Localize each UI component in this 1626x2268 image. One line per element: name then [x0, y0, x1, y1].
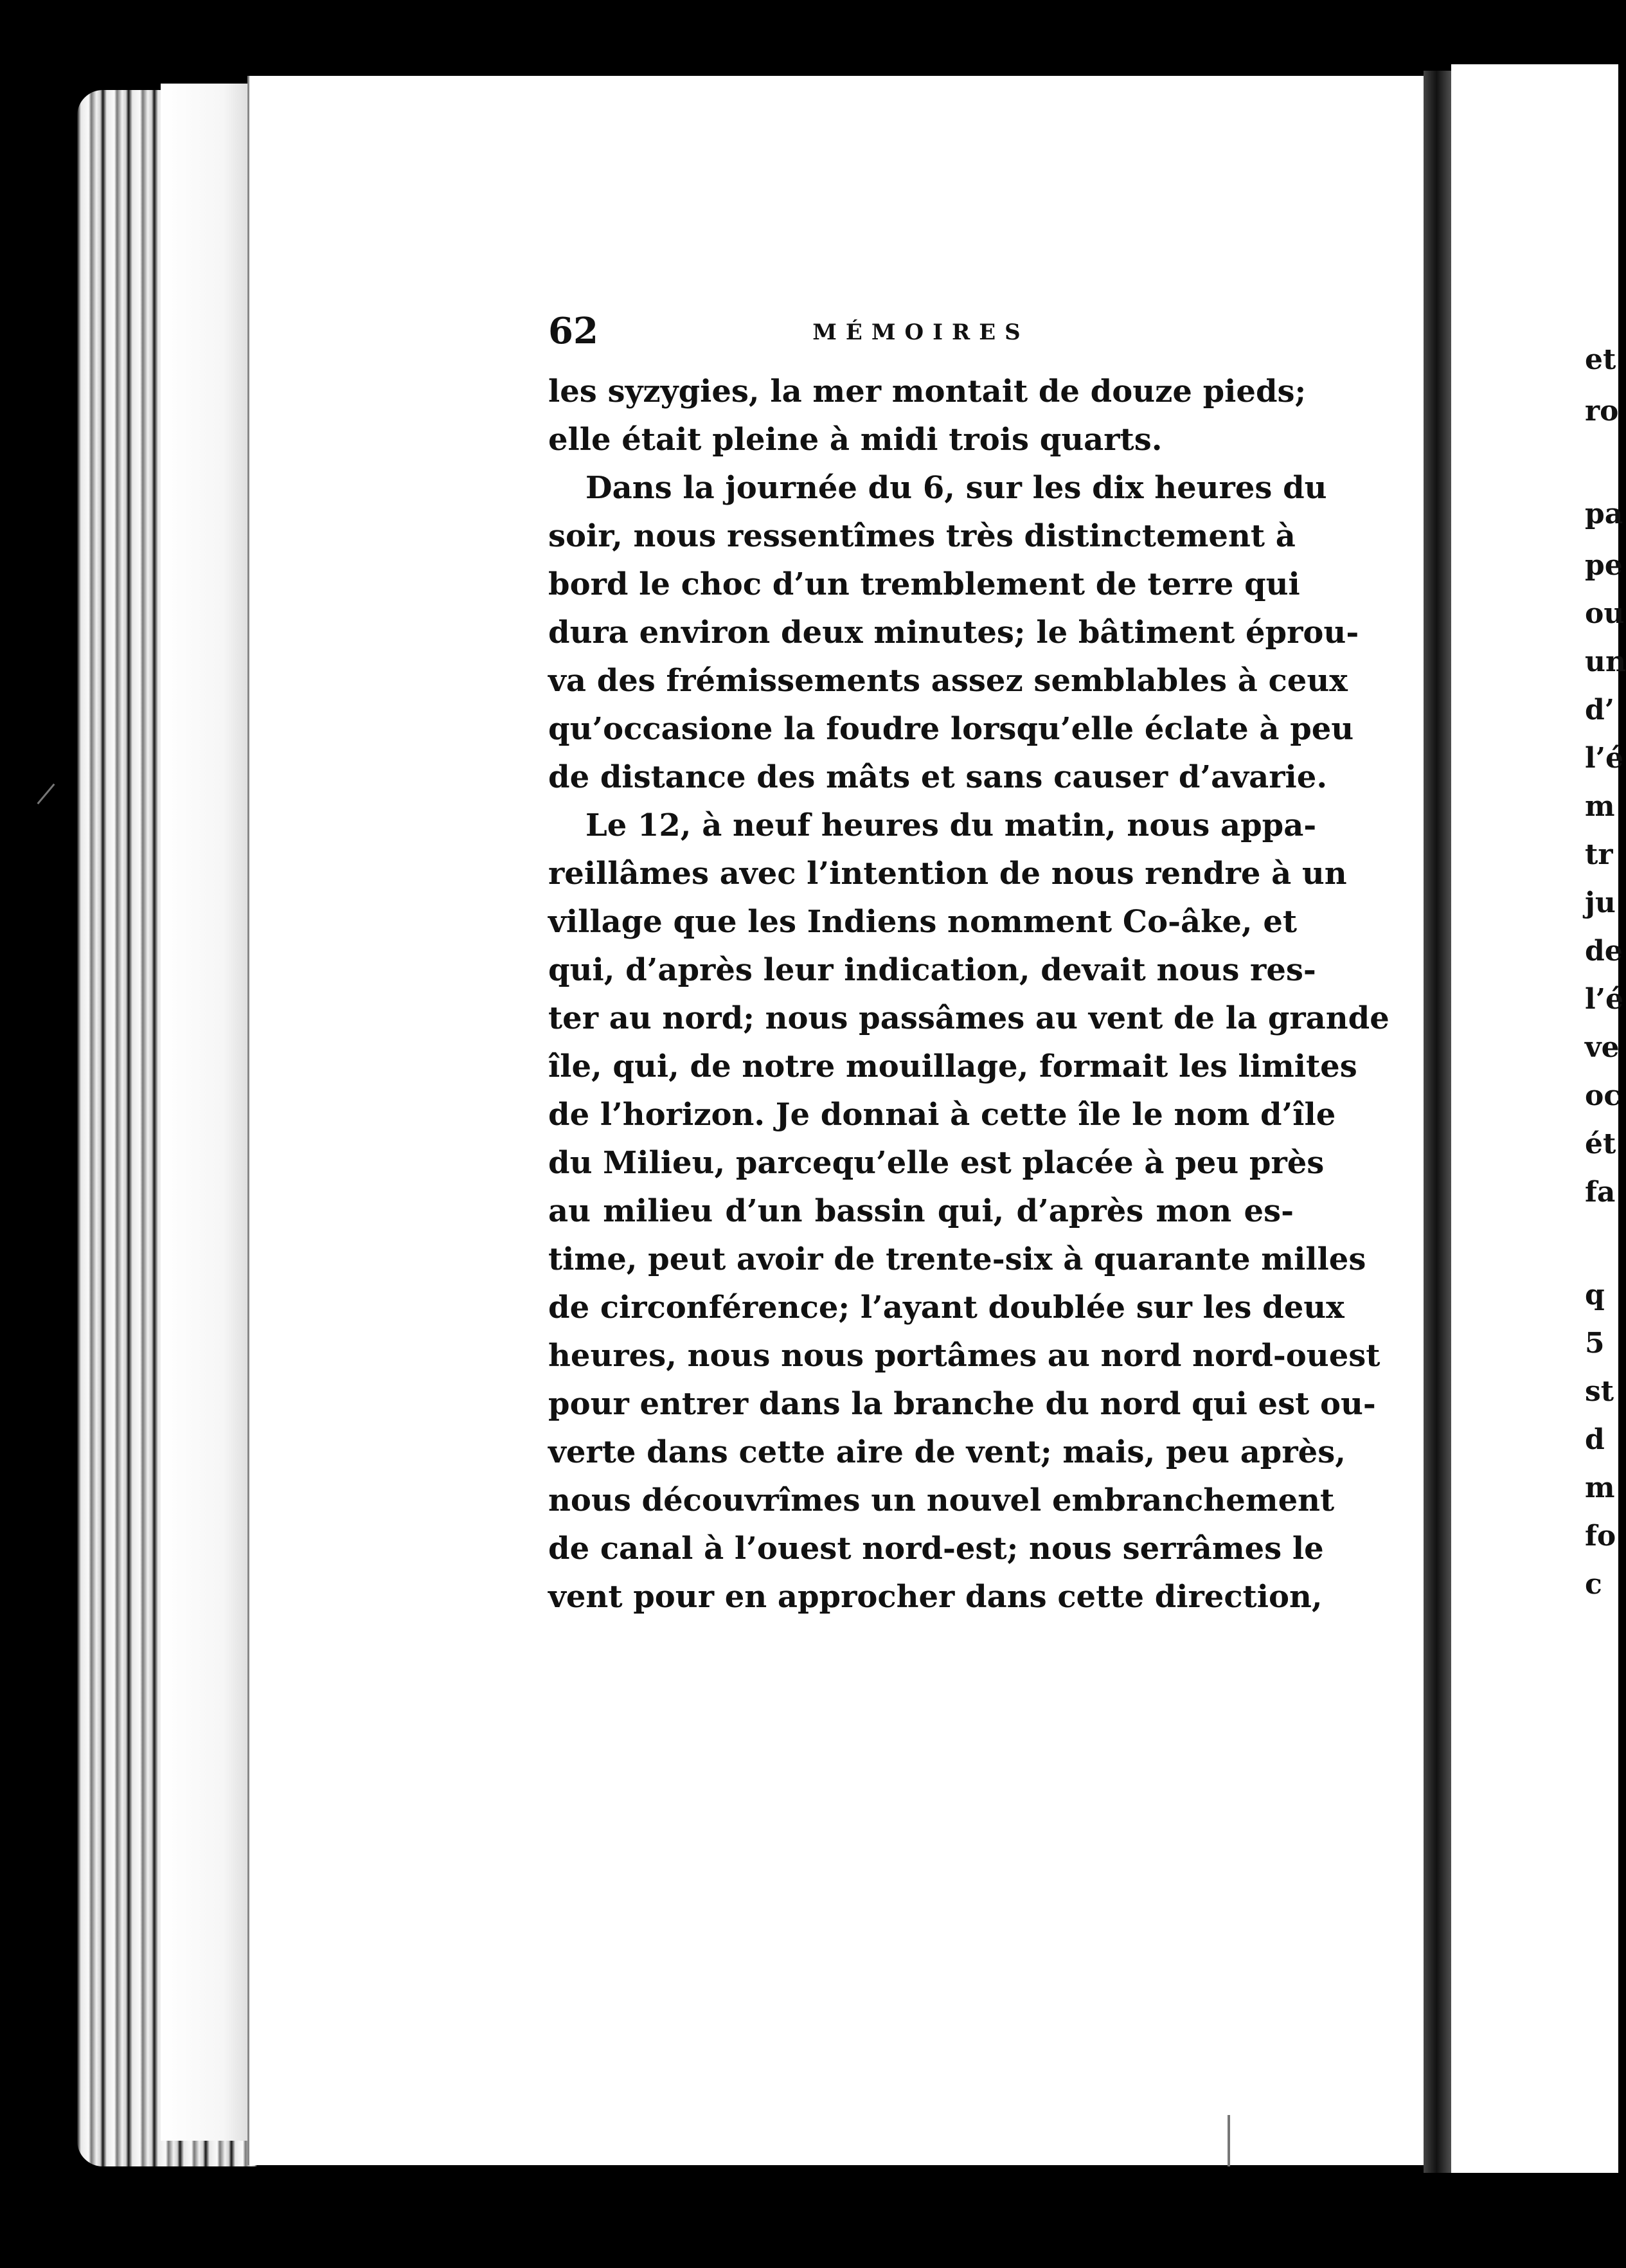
body-text [548, 368, 1389, 1621]
fragment: 5 [1585, 1327, 1605, 1360]
text-line: village que les Indiens nomment Co-âke, et [548, 904, 1298, 940]
page-number: 62 [548, 310, 598, 352]
fragment: d [1585, 1423, 1605, 1456]
fragment: tr [1585, 838, 1613, 871]
fragment: et [1585, 343, 1616, 376]
text-line: heures, nous nous portâmes au nord nord-ouest [548, 1338, 1380, 1374]
text-line: Dans la journée du 6, sur les dix heures du [585, 470, 1327, 506]
fragment: ro [1585, 395, 1619, 428]
text-line: qu’occasione la foudre lorsqu’elle éclate à peu [548, 711, 1354, 747]
text-line: de canal à l’ouest nord-est; nous serrâmes le [548, 1531, 1324, 1567]
text-line: time, peut avoir de trente-six à quarante milles [548, 1241, 1366, 1277]
fragment: m [1585, 790, 1615, 823]
book-gutter [1424, 71, 1452, 2173]
fragment: d’ [1585, 694, 1615, 726]
fragment: ve [1585, 1031, 1620, 1064]
fragment: ou [1585, 597, 1625, 630]
text-line: reillâmes avec l’intention de nous rendre à un [548, 856, 1347, 892]
fragment: m [1585, 1472, 1615, 1504]
fragment: c [1585, 1568, 1602, 1601]
fragment: l’é [1585, 983, 1624, 1016]
fragment: fa [1585, 1176, 1616, 1209]
text-line: pour entrer dans la branche du nord qui est ou- [548, 1386, 1376, 1422]
text-line: va des frémissements assez semblables à ceux [548, 663, 1348, 699]
fragment: pe [1585, 549, 1623, 582]
running-title: MÉMOIRES [812, 320, 1030, 345]
page-header [548, 312, 1294, 350]
text-line: dura environ deux minutes; le bâtiment éprou- [548, 615, 1359, 651]
fragment: un [1585, 645, 1626, 678]
text-line: soir, nous ressentîmes très distinctement à [548, 518, 1296, 554]
text-line: au milieu d’un bassin qui, d’après mon es- [548, 1193, 1294, 1229]
right-page [1451, 64, 1618, 2173]
fragment: ét [1585, 1128, 1616, 1160]
text-line: vent pour en approcher dans cette direction, [548, 1579, 1323, 1615]
page-edge-shadow [161, 84, 251, 2141]
fragment: pa [1585, 498, 1623, 530]
fragment: ju [1585, 887, 1616, 919]
text-line: de circonférence; l’ayant doublée sur les deux [548, 1290, 1345, 1326]
fragment: q [1585, 1279, 1605, 1311]
scan-background-bottom [0, 2173, 1618, 2268]
text-line: qui, d’après leur indication, devait nous res- [548, 952, 1316, 988]
text-line: verte dans cette aire de vent; mais, peu après, [548, 1434, 1346, 1470]
text-line: les syzygies, la mer montait de douze pieds; [548, 374, 1307, 410]
text-line: de distance des mâts et sans causer d’avarie. [548, 759, 1328, 795]
text-line: île, qui, de notre mouillage, formait les limites [548, 1048, 1357, 1084]
fragment: st [1585, 1375, 1614, 1408]
fragment: de [1585, 935, 1623, 968]
scan-artifact [1228, 2115, 1230, 2166]
text-line: elle était pleine à midi trois quarts. [548, 422, 1163, 458]
text-line: ter au nord; nous passâmes au vent de la grande [548, 1000, 1389, 1036]
fragment: l’é [1585, 742, 1624, 775]
text-line: de l’horizon. Je donnai à cette île le nom d’île [548, 1097, 1336, 1133]
text-line: Le 12, à neuf heures du matin, nous appa- [585, 807, 1317, 843]
scan-artifact [37, 784, 55, 805]
fragment: fo [1585, 1520, 1616, 1553]
text-line: du Milieu, parcequ’elle est placée à peu près [548, 1145, 1325, 1181]
text-line: nous découvrîmes un nouvel embranchement [548, 1482, 1335, 1518]
text-line: bord le choc d’un tremblement de terre qui [548, 566, 1300, 602]
fragment: oc [1585, 1079, 1622, 1112]
